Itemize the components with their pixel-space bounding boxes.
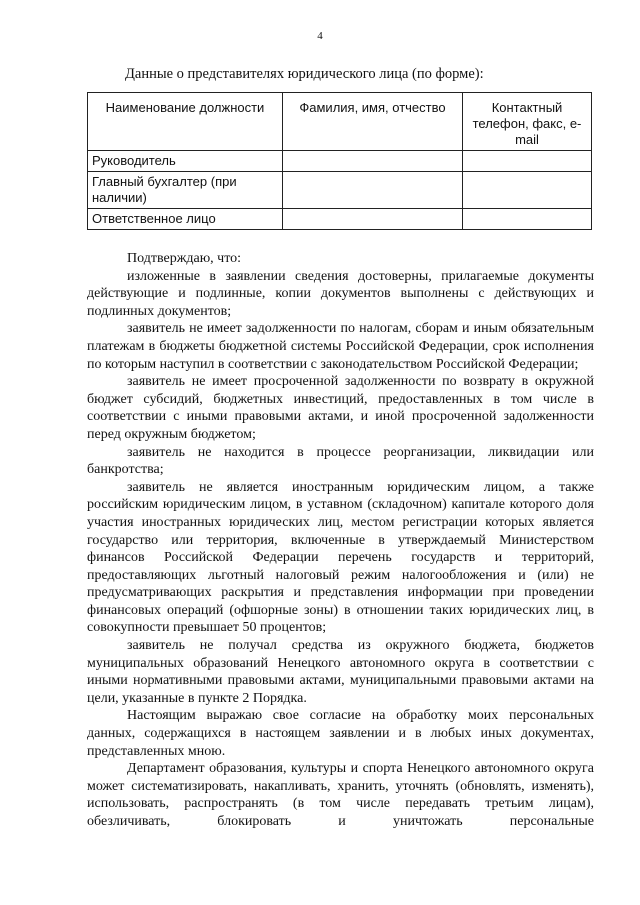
table-row: [88, 209, 592, 230]
paragraph: Департамент образования, культуры и спорта Ненецкого автономного округа может систематизировать, накапливать, хранить, уточнять (обновлять, изменять), использовать, распространять (в том числе передавать третьим лицам), обезличивать, блокировать и уничтожать персональные: [87, 761, 594, 829]
header-contacts: Контактный телефон, факс, e-mail: [463, 93, 592, 151]
table-title: Данные о представителях юридического лица (по форме):: [125, 66, 484, 82]
row-position: Ответственное лицо: [88, 209, 283, 230]
row-full-name: [283, 172, 463, 209]
paragraph: заявитель не имеет просроченной задолженности по возврату в окружной бюджет субсидий, бюджетных инвестиций, предоставленных в том числе в соответствии с иными правовыми актами, и иной просроченной задолженности перед окружным бюджетом;: [87, 374, 594, 442]
paragraph: изложенные в заявлении сведения достоверны, прилагаемые документы действующие и подлинные, копии документов выполнены с действующих и подлинных документов;: [87, 268, 594, 319]
table-row: [88, 151, 592, 172]
body-text: [87, 250, 594, 831]
paragraph: заявитель не является иностранным юридическим лицом, а также российским юридическим лицом, в уставном (складочном) капитале которого доля участия иностранных юридических лиц, местом регистрации которых является государство или территория, включенные в утверждаемый Министерством финансов Российской Федерации перечень государств и территорий, предоставляющих льготный налоговый режим налогообложения и (или) не предусматривающих раскрытия и представления информации при проведении финансовых операций (офшорные зоны) в отношении таких юридических лиц, в совокупности превышает 50 процентов;: [87, 479, 594, 636]
paragraph: Настоящим выражаю свое согласие на обработку моих персональных данных, содержащихся в настоящем заявлении и в любых иных документах, представленных мною.: [87, 708, 594, 759]
row-contacts: [463, 151, 592, 172]
header-position: Наименование должности: [88, 93, 283, 151]
table-row: [88, 172, 592, 209]
paragraph-intro: Подтверждаю, что:: [127, 251, 242, 266]
row-full-name: [283, 209, 463, 230]
header-full-name: Фамилия, имя, отчество: [283, 93, 463, 151]
row-contacts: [463, 209, 592, 230]
paragraph: заявитель не получал средства из окружного бюджета, бюджетов муниципальных образований Ненецкого автономного округа в соответствии с иными нормативными правовыми актами, муниципальными правовыми актами на цели, указанные в пункте 2 Порядка.: [87, 638, 594, 706]
row-full-name: [283, 151, 463, 172]
table-header-row: [88, 93, 592, 151]
row-position: Главный бухгалтер (при наличии): [88, 172, 283, 209]
paragraph: заявитель не имеет задолженности по налогам, сборам и иным обязательным платежам в бюджеты бюджетной системы Российской Федерации, срок исполнения по которым наступил в соответствии с законодательством Российской Федерации;: [87, 321, 594, 372]
representatives-table: [87, 92, 592, 230]
row-position: Руководитель: [88, 151, 283, 172]
paragraph: заявитель не находится в процессе реорганизации, ликвидации или банкротства;: [87, 444, 594, 478]
page-number: 4: [317, 30, 323, 42]
row-contacts: [463, 172, 592, 209]
